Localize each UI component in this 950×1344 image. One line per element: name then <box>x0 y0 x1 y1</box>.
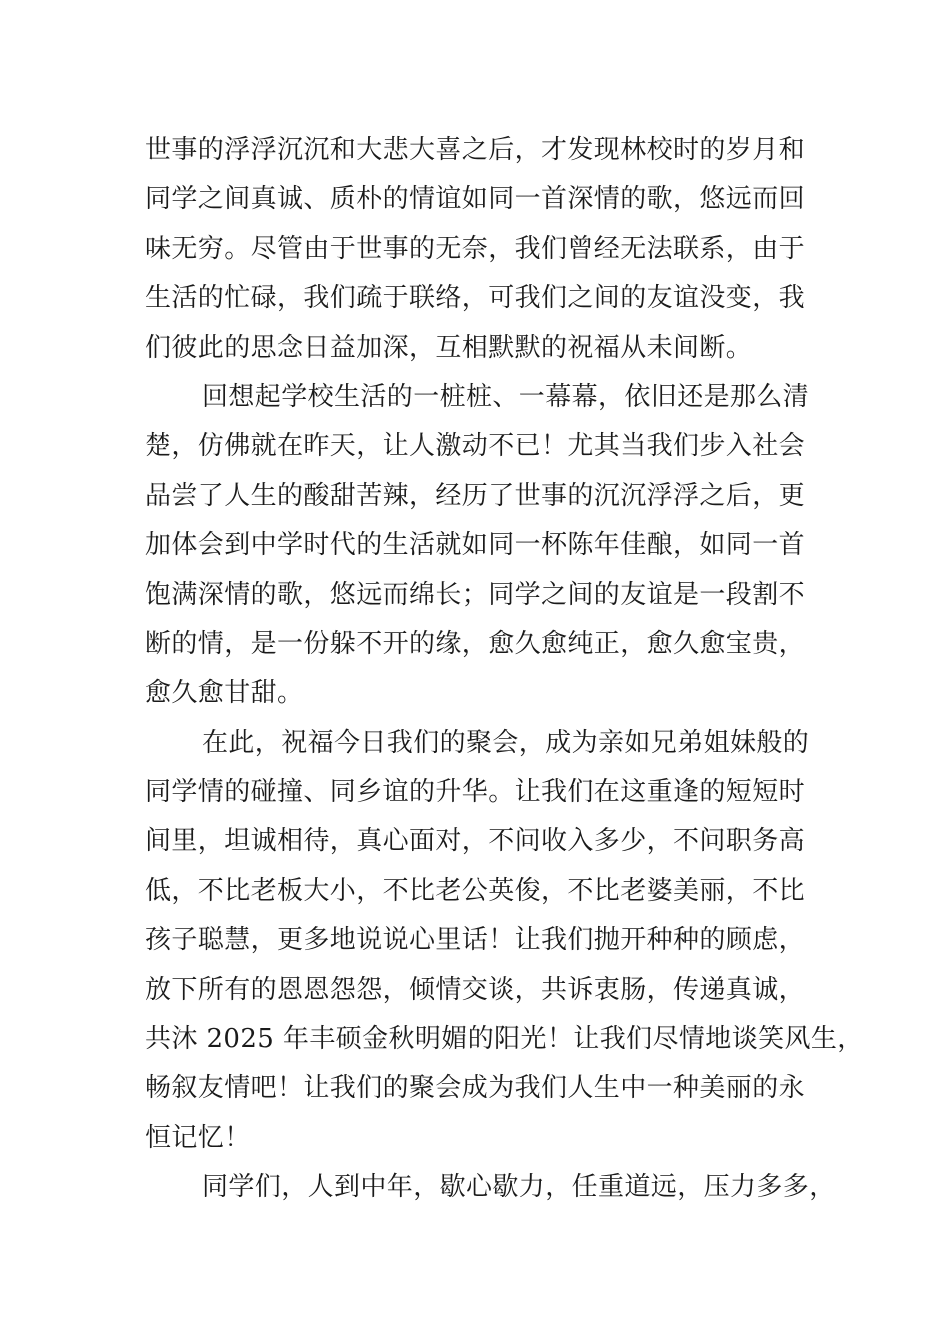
text-line: 愈久愈甘甜。 <box>145 678 304 709</box>
text-line: 同学之间真诚、质朴的情谊如同一首深情的歌，悠远而回 <box>145 184 806 215</box>
paragraph-1 <box>145 126 835 373</box>
body-text <box>145 126 864 1213</box>
text-line: 生活的忙碌，我们疏于联络，可我们之间的友谊没变，我 <box>145 283 806 314</box>
text-line: 断的情，是一份躲不开的缘，愈久愈纯正，愈久愈宝贵， <box>145 628 806 659</box>
paragraph-4 <box>145 1163 835 1212</box>
text-line: 低，不比老板大小，不比老公英俊，不比老婆美丽，不比 <box>145 875 806 906</box>
text-line-first: 在此，祝福今日我们的聚会，成为亲如兄弟姐妹般的 <box>202 727 810 758</box>
text-line: 畅叙友情吧！让我们的聚会成为我们人生中一种美丽的永 <box>145 1073 806 1104</box>
text-line: 同学情的碰撞、同乡谊的升华。让我们在这重逢的短短时 <box>145 777 806 808</box>
paragraph-2 <box>145 373 835 719</box>
text-line: 饱满深情的歌，悠远而绵长；同学之间的友谊是一段割不 <box>145 579 806 610</box>
text-line: 们彼此的思念日益加深，互相默默的祝福从未间断。 <box>145 332 753 363</box>
text-line: 放下所有的恩恩怨怨，倾情交谈，共诉衷肠，传递真诚， <box>145 974 806 1005</box>
text-line: 加体会到中学时代的生活就如同一杯陈年佳酿，如同一首 <box>145 530 806 561</box>
text-line: 品尝了人生的酸甜苦辣，经历了世事的沉沉浮浮之后，更 <box>145 480 806 511</box>
text-line: 共沐 2025 年丰硕金秋明媚的阳光！让我们尽情地谈笑风生， <box>145 1024 864 1055</box>
text-line-first: 同学们，人到中年，歇心歇力，任重道远，压力多多， <box>202 1172 836 1203</box>
text-line: 孩子聪慧，更多地说说心里话！让我们抛开种种的顾虑， <box>145 925 806 956</box>
text-line-first: 回想起学校生活的一桩桩、一幕幕，依旧还是那么清 <box>202 381 810 412</box>
text-line: 楚，仿佛就在昨天，让人激动不已！尤其当我们步入社会 <box>145 431 806 462</box>
text-line: 间里，坦诚相待，真心面对，不问收入多少，不问职务高 <box>145 826 806 857</box>
text-line: 世事的浮浮沉沉和大悲大喜之后，才发现林校时的岁月和 <box>145 135 806 165</box>
text-line: 味无穷。尽管由于世事的无奈，我们曾经无法联系，由于 <box>145 233 806 264</box>
text-line: 恒记忆！ <box>145 1122 251 1153</box>
paragraph-3 <box>145 719 864 1164</box>
